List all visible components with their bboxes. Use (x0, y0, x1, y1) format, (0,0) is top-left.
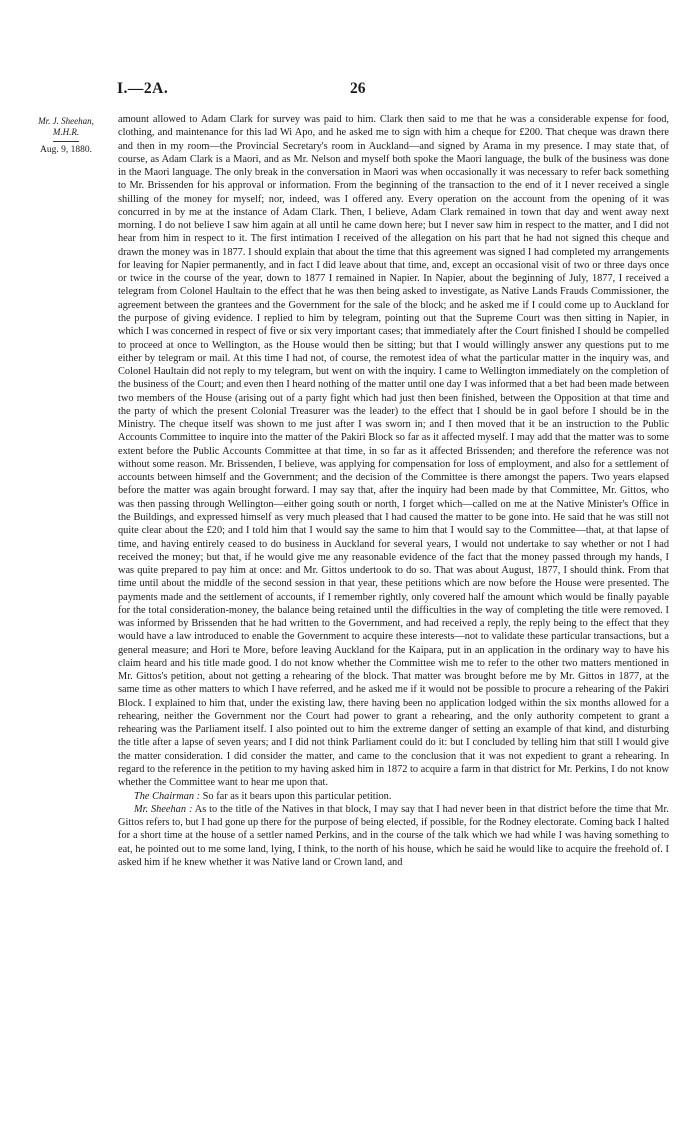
evidence-text (118, 113, 669, 869)
speaker-label: The Chairman : (134, 790, 201, 802)
paragraph (118, 113, 669, 790)
speaker-label: Mr. Sheehan : (134, 803, 193, 815)
margin-speaker-title: M.H.R. (52, 127, 80, 137)
document-reference: I.—2A. (117, 80, 169, 97)
paragraph-text: So far as it bears upon this particular petition. (200, 790, 392, 802)
paragraph (118, 803, 669, 869)
paragraph-text: As to the title of the Natives in that block, I may say that I had never been in that district before the time that Mr. Gittos refers to, but I had gone up there for the purpose of being elected, if possible, for the Rodney electorate. Coming back I halted for a short time at the house of a settler named Perkins, and in the course of the talk which we had while I was having something to eat, he pointed out to me some land, lying, I think, to the north of his house, which he said he would like to acquire the freehold of. I asked him if he knew whether it was Native land or Crown land, and (118, 803, 669, 868)
page-number: 26 (350, 80, 366, 97)
paragraph-text: amount allowed to Adam Clark for survey was paid to him. Clark then said to me that he was a considerable expense for food, clothing, and maintenance for this lad Wi Apo, and he asked me to sign with him a cheque for £200. That cheque was drawn there and then in my room—the Provincial Secretary's room in Auckland—and signed by Arama in my presence. I may state that, of course, as Adam Clark is a Maori, and as Mr. Nelson and myself both spoke the Maori language, the bulk of the business was done in the Maori language. The only break in the conversation in Maori was when occasionally it was necessary to refer back something to Mr. Brissenden for his approval or information. From the beginning of the transaction to the end of it I never received a single shilling of the money for myself; nor, indeed, was I offered any. Every operation on the account from the opening of it was concurred in by me at the instance of Adam Clark. Then, I believe, Adam Clark remained in town that day and went away next morning. I do not believe I saw him again at all until he came down here; but I never saw him in respect to the matter, and I did not hear from him in respect to it. The first intimation I received of the allegation on his part that he had not signed this cheque and drawn the money was in 1877. I should explain that about the time that this agreement was signed I had completed my arrangements for leaving for Napier permanently, and in fact I did leave about that time, and, except an occasional visit of two or three days once or twice in the course of the year, down to 1877 I remained in Napier. In Napier, about the beginning of July, 1877, I received a telegram from Colonel Haultain to the effect that he was then being asked to investigate, as Native Lands Frauds Commissioner, the agreement between the grantees and the Government for the sale of the block; and he asked me if I could come up to Auckland for the purpose of giving evidence. I replied to him by telegram, pointing out that the Supreme Court was then sitting in Napier, in which I was concerned in respect of five or six very important cases; that immediately after the Court finished I should be compelled to proceed at once to Wellington, as the House would then be sitting; but that I would willingly answer any questions put to me either by telegram or mail. At this time I had not, of course, the remotest idea of what the particular matter in the inquiry was, and Colonel Haultain did not reply to my telegram, but went on with the inquiry. I came to Wellington immediately on the completion of the business of the Court; and even then I heard nothing of the matter until one day I was informed that a bet had been made between two members of the House (arising out of a party fight which had just then been finished, between the Opposition at that time and the party of which the present Colonial Treasurer was the leader) to the effect that I should be in gaol before I should be in the Ministry. The cheque itself was shown to me just after I was sworn in; and I then moved that it be an instruction to the Public Accounts Committee to inquire into the matter of the Pakiri Block so far as it affected myself. I may add that the matter was to some extent before the Public Accounts Committee at that time, in so far as it affected Brissenden; and therefore the reference was not without some reason. Mr. Brissenden, I believe, was applying for compensation for loss of employment, and also for a settlement of accounts between himself and the Government; and the decision of the Committee is there amongst the papers. Two years elapsed before the matter was again brought forward. I may say that, after the inquiry had been made by that Committee, Mr. Gittos, who was then passing through Wellington—either going south or north, I forget which—called on me at the Native Minister's Office in the Buildings, and expressed himself as very much pleased that I had caused the matter to be gone into. He said that he was still not quite clear about the £20; and I told him that I would say the same to him that I would say to the Committee—that, at that lapse of time, and having entirely ceased to do business in Auckland for several years, I would not undertake to say whether or not I had received the money; but that, if he would give me any reasonable evidence of the fact that the money passed through my hands, I was quite prepared to pay him at once: and Mr. Gittos undertook to do so. That was about August, 1877, I should think. From that time until about the middle of the second session in that year, these petitions which are now before the House were presented. The payments made and the settlement of accounts, if I remember rightly, only covered half the amount which would be finally payable for the total consideration-money, the balance being retained until the difficulties in the way of completing the title were removed. I was informed by Brissenden that he had written to the Government, and had received a reply, the reply being to the effect that they would have a law introduced to enable the Government to acquire these interests—not to validate these particular transactions, but a general measure; and Hori te More, before leaving Auckland for the Kaipara, put in an application in the ordinary way to have his claim heard and his title made good. I do not know whether the Committee wish me to refer to the other two matters mentioned in Mr. Gittos's petition, about not getting a rehearing of the block. That matter was brought before me by Mr. Gittos in 1877, at the same time as other matters to which I have referred, and he asked me if it would not be possible to procure a rehearing of the Pakiri Block. I explained to him that, under the existing law, there having been no application lodged within the six months allowed for a rehearing, neither the Government nor the Court had power to grant a rehearing, and the only authority competent to grant a rehearing was the Parliament itself. I also pointed out to him the extreme danger of setting an example of that kind, and disturbing the title after a lapse of seven years; and I did not think Parliament could do it: but I concluded by telling him that still I would give the matter consideration. I did consider the matter, and came to the conclusion that it was not expedient to grant a rehearing. In regard to the reference in the petition to my having asked him in 1872 to acquire a farm in that district for Mr. Perkins, I do not know whether the Committee want to hear me upon that. (118, 114, 669, 789)
page-header (0, 80, 700, 102)
margin-notes (22, 116, 110, 156)
paragraph (118, 790, 669, 803)
margin-date: Aug. 9, 1880. (40, 145, 92, 155)
margin-divider (53, 141, 79, 142)
margin-speaker-name: Mr. J. Sheehan, (38, 116, 94, 126)
